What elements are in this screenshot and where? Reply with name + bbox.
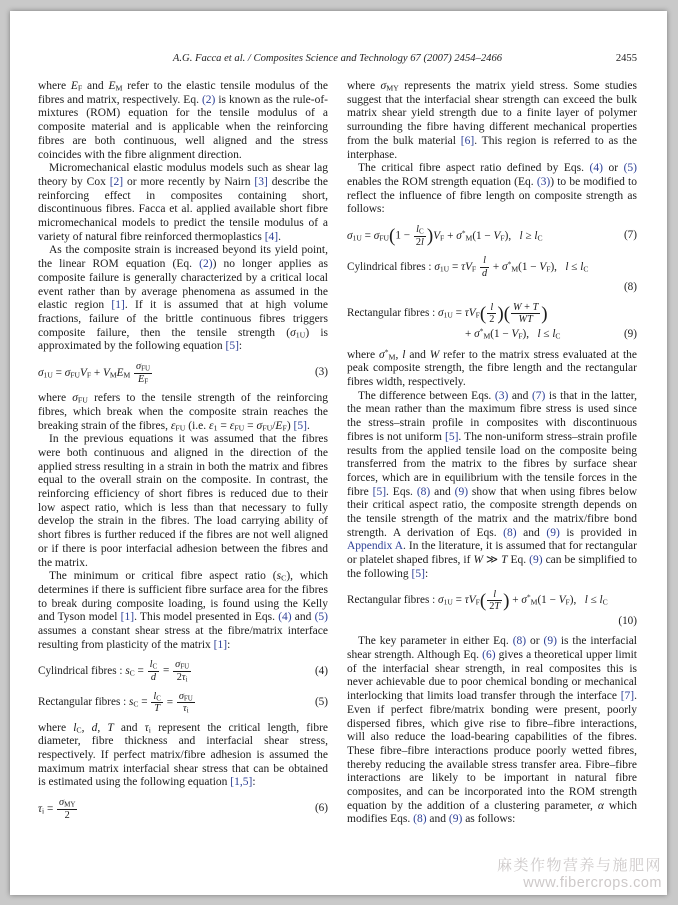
citation-link[interactable]: (9) xyxy=(529,554,543,567)
fraction-numerator: l xyxy=(493,588,497,600)
equation-body xyxy=(347,302,548,326)
fraction-denominator: d xyxy=(148,671,160,684)
fraction-denominator: 2 xyxy=(57,809,77,822)
paragraph: Micromechanical elastic modulus models such as shear lag theory by Cox [2] or more recently by Nairn [3] describe the reinforcing effect in composites containing short, discontinuous fibres. Facca et al. applied available short fibre micromechanical models to predict the tensile modulus of a variety of natural fibre reinforced thermoplastics [4]. xyxy=(38,162,328,243)
equation-body xyxy=(465,328,561,342)
citation-link[interactable]: (7) xyxy=(531,389,546,402)
citation-link[interactable]: [4] xyxy=(264,230,279,243)
watermark xyxy=(497,854,662,891)
paragraph: The difference between Eqs. (3) and (7) is that in the latter, the mean rather than the maximum fibre stress is used since the stress–strain profile in composites with discontinuous fibres is not uniform [5]. The non-uniform stress–strain profile results from the applied tensile load on the composite being transferred from the matrix to the fibres by surface shear forces, which are in equilibrium with the tensile forces in the fibre [5]. Eqs. (8) and (9) show that when using fibres below their critical aspect ratio, the composite strength depends on the tensile strength of the matrix and the matrix/fibre bond strength. A derivation of Eqs. (8) and (9) is provided in Appendix A. In the literature, it is assumed that for rectangular or platelet shaped fibres, if W ≫ T Eq. (9) can be simplified to the following [5]: xyxy=(347,389,638,580)
citation-link[interactable]: (3) xyxy=(494,389,509,402)
paragraph: where $l_C$, d, T and $\tau_i$ represent the critical length, fibre diameter, fibre thickness and interfacial shear stress, respectively. If perfect matrix/fibre adhesion is assumed the maximum matrix interfacial shear stress that can be obtained is estimated using the following equation [1,5]: xyxy=(38,721,329,789)
equation-text: $V_F + \sigma^*_M(1 - V_F)$, $l \ge l_C$ xyxy=(433,228,543,243)
equation-text: Rectangular fibres : $s_C$ = xyxy=(38,696,151,709)
equation-line xyxy=(347,224,637,248)
equation-line xyxy=(38,691,328,715)
equation xyxy=(38,797,328,821)
equation-text: + $\sigma^*_M(1 - V_F)$, $l \le l_C$ xyxy=(509,592,608,607)
citation-link[interactable]: (9) xyxy=(543,635,557,648)
paragraph: where $E_F$ and $E_M$ refer to the elastic tensile modulus of the fibres and matrix, respectively. Eq. (2) is known as the rule-of-mixtures (ROM) equation for the tensile modulus of a composite material and is applicable when the reinforcing fibres are both continuous, well aligned and the stress coincides with the fibre alignment direction. xyxy=(38,80,328,161)
equation-number: (10) xyxy=(618,614,637,627)
paragraph: The key parameter in either Eq. (8) or (9) is the interfacial shear strength. Although Eq. (6) gives a theoretical upper limit of the interfacial shear strength, in real composites this is never achievable due to poor chemical bonding or mechanical interlocking that limits load transfer through the interface [7]. Even if perfect fibre/matrix bonding were present, poorly dispersed fibres, which give rise to fibre–fibre interactions, will also reduce the load-bearing capabilities of the fibres. These fibre–fibre interactions produce poorly wetted fibres, thereby reducing the available stress transfer area. Fibre–fibre interactions are likely to be important in natural fibre composites, and can be incorporated into the ROM strength equation by the addition of a clustering parameter, α which modifies Eqs. (8) and (9) as follows: xyxy=(347,635,637,826)
big-parenthesis: ) xyxy=(497,303,504,325)
fraction-denominator: 2 xyxy=(489,314,495,326)
equation xyxy=(347,224,637,248)
citation-link[interactable]: [1] xyxy=(120,611,135,624)
fraction xyxy=(414,224,426,248)
equation-number: (3) xyxy=(314,366,328,379)
paragraph: The critical fibre aspect ratio defined by Eqs. (4) or (5) enables the ROM strength equation (Eq. (3)) to be modified to reflect the influence of fibre length on composite strength as follows: xyxy=(347,162,637,216)
paragraph: where $\sigma^*_M$, l and W refer to the matrix stress evaluated at the peak composite strength, the fibre length and the rectangular fibres width, respectively. xyxy=(347,347,638,389)
equation-number: (6) xyxy=(314,802,328,815)
big-parenthesis: ) xyxy=(541,303,548,325)
equation-text: $\sigma_{1U} = \sigma_{FU}$ xyxy=(347,229,390,243)
fraction-denominator: $\tau_i$ xyxy=(177,702,195,715)
page-content xyxy=(10,11,667,828)
fraction-denominator: 2T xyxy=(489,601,501,613)
big-parenthesis: ) xyxy=(503,590,510,612)
citation-link[interactable]: (5) xyxy=(623,162,637,175)
citation-link[interactable]: (9) xyxy=(546,526,560,539)
citation-link[interactable]: [3] xyxy=(254,175,268,188)
fraction xyxy=(148,659,160,683)
equation-line xyxy=(38,797,328,821)
citation-link[interactable]: (3) xyxy=(536,175,551,188)
big-parenthesis: ) xyxy=(426,225,434,247)
equation-line xyxy=(347,255,637,279)
paragraph: In the previous equations it was assumed that the fibres were both continuous and aligned in the direction of the applied stress resulting in a strain in both the matrix and fibres equal to the overall strain on the composite. In contrast, the reinforcing efficiency of short fibres is reduced due to their low aspect ratio, which is less than that necessary to fully develop the strain in the fibres. The load carrying ability of short fibres is further reduced if the fibres are not well aligned or if there is poor interfacial adhesion between the fibres and the matrix. xyxy=(38,433,328,569)
equation-text: + $\sigma^*_M(1 - V_F)$, $l \le l_C$ xyxy=(490,259,589,274)
citation-link[interactable]: Appendix A xyxy=(347,540,404,553)
citation-link[interactable]: [6] xyxy=(460,134,475,147)
fraction xyxy=(487,302,496,326)
paragraph: The minimum or critical fibre aspect ratio $(s_C)$, which determines if there is sufficient fibre surface area for the fibres to break during composite loading, is found using the Kelly and Tyson model [1]. This model presented in Eqs. (4) and (5) assumes a constant shear stress at the fibre/matrix interface resulting from plasticity of the matrix [1]: xyxy=(38,570,329,651)
fraction-denominator: 2l xyxy=(415,236,424,248)
page-number: 2455 xyxy=(615,53,637,64)
equation-body xyxy=(347,224,543,248)
citation-link[interactable]: (5) xyxy=(314,611,329,624)
fraction xyxy=(487,589,502,613)
fraction xyxy=(177,691,195,715)
citation-link[interactable]: (2) xyxy=(201,93,216,106)
citation-link[interactable]: (4) xyxy=(278,611,292,624)
fraction-numerator: $\sigma_{MY}$ xyxy=(59,797,76,809)
fraction-numerator: $l_C$ xyxy=(149,659,158,672)
citation-link[interactable]: [5] xyxy=(411,567,425,580)
equation-number: (5) xyxy=(314,695,328,708)
citation-link[interactable]: (9) xyxy=(448,813,463,826)
running-header xyxy=(38,53,637,66)
journal-page xyxy=(10,11,667,895)
citation-link[interactable]: (8) xyxy=(503,526,517,539)
equation-line xyxy=(347,615,637,629)
fraction-numerator: l xyxy=(490,301,494,313)
citation-link[interactable]: [1] xyxy=(111,299,125,312)
equation-text: Cylindrical fibres : $s_C$ = xyxy=(38,665,147,678)
big-parenthesis: ( xyxy=(479,590,487,612)
equation xyxy=(347,255,637,295)
right-column xyxy=(347,80,637,828)
equation-text: $\sigma_{1U} = \sigma_{FU}V_F + V_ME_M$ xyxy=(38,366,131,380)
equation-line xyxy=(38,659,328,683)
citation-link[interactable]: (8) xyxy=(413,813,427,826)
equation-text: = xyxy=(160,665,173,678)
equation xyxy=(347,302,637,342)
fraction-denominator: T xyxy=(151,702,163,715)
big-parenthesis: ( xyxy=(389,225,396,247)
equation xyxy=(38,659,328,683)
equation-text: Rectangular fibres : $\sigma_{1U} = \tau V_F$ xyxy=(347,594,480,607)
equation xyxy=(38,361,328,385)
paragraph: where $\sigma_{FU}$ refers to the tensile strength of the reinforcing fibres, which break when the composite strain reaches the breaking strain of the fibres, $\varepsilon_{FU}$ (i.e. $\varepsilon_1 = \varepsilon_{FU} = \sigma_{FU}/E_F$) [5]. xyxy=(38,392,329,433)
fraction-denominator: d xyxy=(481,267,488,279)
fraction xyxy=(173,659,191,683)
equation-number: (9) xyxy=(623,327,637,340)
fraction-denominator: $E_F$ xyxy=(134,373,152,386)
equation-text: + $\sigma^*_M(1 - V_F)$, $l \le l_C$ xyxy=(465,326,561,341)
fraction xyxy=(57,797,77,821)
big-parenthesis: ( xyxy=(503,303,511,325)
paragraph: As the composite strain is increased beyond its yield point, the linear ROM equation (Eq. (2)) no longer applies as composite failure is generally characterized by a critical local event rather than by average phenomena as assumed in the elastic region [1]. If it is assumed that at high volume fractions, failure of the brittle continuous fibres triggers composite failure, then the tensile strength $(\sigma_{1U})$ is approximated by the following equation [5]: xyxy=(38,244,329,353)
fraction-numerator: W + T xyxy=(513,301,539,313)
fraction-numerator: $l_C$ xyxy=(416,224,424,236)
equation-body xyxy=(38,691,196,715)
equation-line xyxy=(347,328,637,342)
citation-link[interactable]: (8) xyxy=(512,635,527,648)
equation-text: 1 − xyxy=(395,229,413,242)
citation-link[interactable]: (2) xyxy=(199,258,213,271)
equation-body xyxy=(38,659,192,683)
citation-link[interactable]: [1,5] xyxy=(230,776,253,789)
left-column xyxy=(38,80,328,828)
citation-link[interactable]: (8) xyxy=(416,485,431,498)
citation-link[interactable]: [2] xyxy=(109,175,124,188)
equation-number: (8) xyxy=(623,281,637,294)
equation-number: (4) xyxy=(314,664,328,677)
two-column-layout xyxy=(38,80,637,828)
equation-text: Cylindrical fibres : $\sigma_{1U} = \tau V_F$ xyxy=(347,260,477,274)
equation-number: (7) xyxy=(623,229,637,242)
citation-link[interactable]: [5] xyxy=(293,419,307,432)
fraction xyxy=(511,302,540,326)
paragraph: where $\sigma_{MY}$ represents the matrix yield stress. Some studies suggest that the interfacial shear strength can exceed the bulk matrix shear yield strength due to a finite layer of polymer surrounding the fibre having different mechanical properties from the bulk material [6]. This region is referred to as the interphase. xyxy=(347,80,637,161)
fraction-numerator: $l_C$ xyxy=(153,690,161,703)
fraction-denominator: WT xyxy=(511,313,540,326)
equation xyxy=(38,691,328,715)
equation-line xyxy=(38,361,328,385)
equation-text: $\tau_i$ = xyxy=(38,802,57,816)
equation xyxy=(347,589,637,629)
citation-link[interactable]: (6) xyxy=(482,649,496,662)
citation-link[interactable]: (9) xyxy=(454,485,469,498)
fraction-numerator: $\sigma_{FU}$ xyxy=(178,690,193,703)
running-title: A.G. Facca et al. / Composites Science and Technology 67 (2007) 2454–2466 xyxy=(172,53,503,64)
citation-link[interactable]: [5] xyxy=(225,340,239,353)
citation-link[interactable]: [5] xyxy=(372,485,387,498)
equation-line xyxy=(347,589,637,613)
equation-line xyxy=(347,302,637,326)
fraction-numerator: $\sigma_{FU}$ xyxy=(136,361,151,373)
fraction xyxy=(134,361,152,385)
equation-body xyxy=(38,361,153,385)
equation-line xyxy=(347,281,637,295)
equation-text: = xyxy=(163,696,176,709)
equation-body xyxy=(38,797,78,821)
equation-body xyxy=(347,255,588,279)
citation-link[interactable]: [5] xyxy=(445,430,459,443)
citation-link[interactable]: [1] xyxy=(213,638,228,651)
fraction xyxy=(151,691,163,715)
watermark-chinese-text: 麻类作物营养与施肥网 xyxy=(496,857,662,874)
fraction-numerator: l xyxy=(483,255,486,267)
watermark-url: www.fibercrops.com xyxy=(523,875,662,891)
equation-body xyxy=(347,589,608,613)
big-parenthesis: ( xyxy=(479,303,487,325)
fraction-denominator: $2\tau_i$ xyxy=(173,671,191,684)
fraction xyxy=(480,255,489,279)
equation-text: Rectangular fibres : $\sigma_{1U} = \tau V_F$ xyxy=(347,307,480,321)
citation-link[interactable]: (4) xyxy=(589,162,603,175)
citation-link[interactable]: [7] xyxy=(620,690,635,703)
fraction-numerator: $\sigma_{FU}$ xyxy=(175,659,190,672)
